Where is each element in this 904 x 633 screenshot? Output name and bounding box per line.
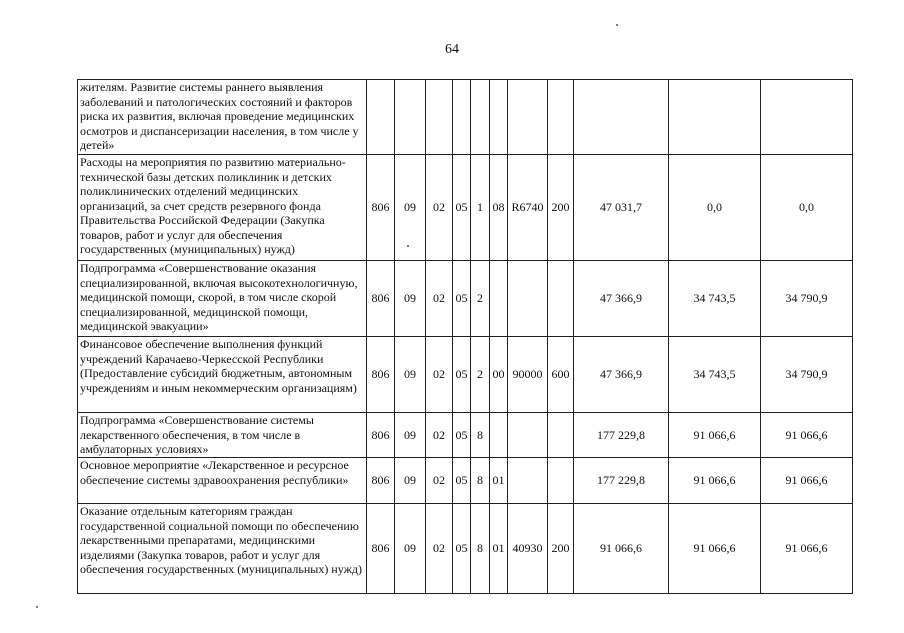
direction-code: 40930 <box>508 504 548 594</box>
ministry-code: 806 <box>367 261 395 337</box>
event-code <box>490 80 508 155</box>
subprogram-number: 1 <box>471 155 490 261</box>
section-code: 09 <box>395 458 426 504</box>
amount-year-3: 91 066,6 <box>761 413 853 458</box>
section-code: 09 <box>395 504 426 594</box>
program-code: 02 <box>426 261 453 337</box>
ministry-code: 806 <box>367 155 395 261</box>
amount-year-2: 34 743,5 <box>669 337 761 413</box>
table-row <box>78 458 853 504</box>
subprogram-number: 8 <box>471 413 490 458</box>
amount-year-3: 91 066,6 <box>761 458 853 504</box>
amount-year-3 <box>761 80 853 155</box>
amount-year-3: 34 790,9 <box>761 261 853 337</box>
subprogram-number: 2 <box>471 261 490 337</box>
amount-year-1: 177 229,8 <box>574 458 669 504</box>
page-number: 64 <box>445 42 459 57</box>
scan-speck <box>616 24 618 26</box>
program-code: 02 <box>426 155 453 261</box>
subprogram-code: 05 <box>453 458 471 504</box>
row-description: Подпрограмма «Совершенствование оказания специализированной, включая высокотехнологичную, медицинской помощи, скорой, в том числе скорой специализированной, медицинской помощи, медицинской эвакуации» <box>78 261 367 337</box>
subprogram-number: 2 <box>471 337 490 413</box>
direction-code: R6740 <box>508 155 548 261</box>
amount-year-2: 91 066,6 <box>669 458 761 504</box>
section-code: 09 <box>395 337 426 413</box>
section-code <box>395 80 426 155</box>
event-code <box>490 413 508 458</box>
row-description: Финансовое обеспечение выполнения функций учреждений Карачаево-Черкесской Республики (Предоставление субсидий бюджетным, автономным учреждениям и иным некоммерческим организациям) <box>78 337 367 413</box>
event-code: 08 <box>490 155 508 261</box>
program-code: 02 <box>426 458 453 504</box>
event-code: 00 <box>490 337 508 413</box>
ministry-code <box>367 80 395 155</box>
amount-year-2: 0,0 <box>669 155 761 261</box>
event-code: 01 <box>490 458 508 504</box>
direction-code <box>508 413 548 458</box>
subprogram-code <box>453 80 471 155</box>
subprogram-code: 05 <box>453 155 471 261</box>
expense-type-code: 600 <box>548 337 574 413</box>
expense-type-code <box>548 413 574 458</box>
subprogram-code: 05 <box>453 337 471 413</box>
program-code: 02 <box>426 504 453 594</box>
row-description: Основное мероприятие «Лекарственное и ресурсное обеспечение системы здравоохранения республики» <box>78 458 367 504</box>
ministry-code: 806 <box>367 504 395 594</box>
section-code: 09 <box>395 413 426 458</box>
subprogram-code: 05 <box>453 261 471 337</box>
amount-year-2 <box>669 80 761 155</box>
ministry-code: 806 <box>367 337 395 413</box>
event-code: 01 <box>490 504 508 594</box>
amount-year-3: 0,0 <box>761 155 853 261</box>
amount-year-1: 47 031,7 <box>574 155 669 261</box>
row-description: Расходы на мероприятия по развитию материально-технической базы детских поликлиник и детских поликлинических отделений медицинских организаций, за счет средств резервного фонда Правительства Российской Федерации (Закупка товаров, работ и услуг для обеспечения государственных (муниципальных) нужд) <box>78 155 367 261</box>
expense-type-code <box>548 80 574 155</box>
amount-year-3: 91 066,6 <box>761 504 853 594</box>
table-row <box>78 504 853 594</box>
expense-type-code: 200 <box>548 155 574 261</box>
event-code <box>490 261 508 337</box>
subprogram-number <box>471 80 490 155</box>
program-code: 02 <box>426 413 453 458</box>
program-code <box>426 80 453 155</box>
scan-speck <box>407 245 409 247</box>
amount-year-1: 177 229,8 <box>574 413 669 458</box>
amount-year-3: 34 790,9 <box>761 337 853 413</box>
expense-type-code <box>548 458 574 504</box>
amount-year-2: 91 066,6 <box>669 413 761 458</box>
subprogram-number: 8 <box>471 458 490 504</box>
amount-year-1 <box>574 80 669 155</box>
program-code: 02 <box>426 337 453 413</box>
subprogram-code: 05 <box>453 413 471 458</box>
subprogram-number: 8 <box>471 504 490 594</box>
direction-code: 90000 <box>508 337 548 413</box>
expense-type-code <box>548 261 574 337</box>
ministry-code: 806 <box>367 458 395 504</box>
budget-table <box>77 79 853 594</box>
direction-code <box>508 80 548 155</box>
section-code: 09 <box>395 155 426 261</box>
row-description: Подпрограмма «Совершенствование системы лекарственного обеспечения, в том числе в амбулаторных условиях» <box>78 413 367 458</box>
direction-code <box>508 261 548 337</box>
amount-year-2: 34 743,5 <box>669 261 761 337</box>
direction-code <box>508 458 548 504</box>
scan-speck <box>36 606 38 608</box>
section-code: 09 <box>395 261 426 337</box>
expense-type-code: 200 <box>548 504 574 594</box>
amount-year-1: 91 066,6 <box>574 504 669 594</box>
table-body <box>78 80 853 594</box>
subprogram-code: 05 <box>453 504 471 594</box>
row-description: жителям. Развитие системы раннего выявления заболеваний и патологических состояний и факторов риска их развития, включая проведение медицинских осмотров и диспансеризации населения, в том числе у детей» <box>78 80 367 155</box>
amount-year-1: 47 366,9 <box>574 337 669 413</box>
table-row <box>78 155 853 261</box>
table-row <box>78 261 853 337</box>
table-row <box>78 337 853 413</box>
amount-year-2: 91 066,6 <box>669 504 761 594</box>
row-description: Оказание отдельным категориям граждан государственной социальной помощи по обеспечению лекарственными препаратами, медицинскими изделиями (Закупка товаров, работ и услуг для обеспечения государственных (муниципальных) нужд) <box>78 504 367 594</box>
table-row <box>78 80 853 155</box>
ministry-code: 806 <box>367 413 395 458</box>
table-row <box>78 413 853 458</box>
amount-year-1: 47 366,9 <box>574 261 669 337</box>
